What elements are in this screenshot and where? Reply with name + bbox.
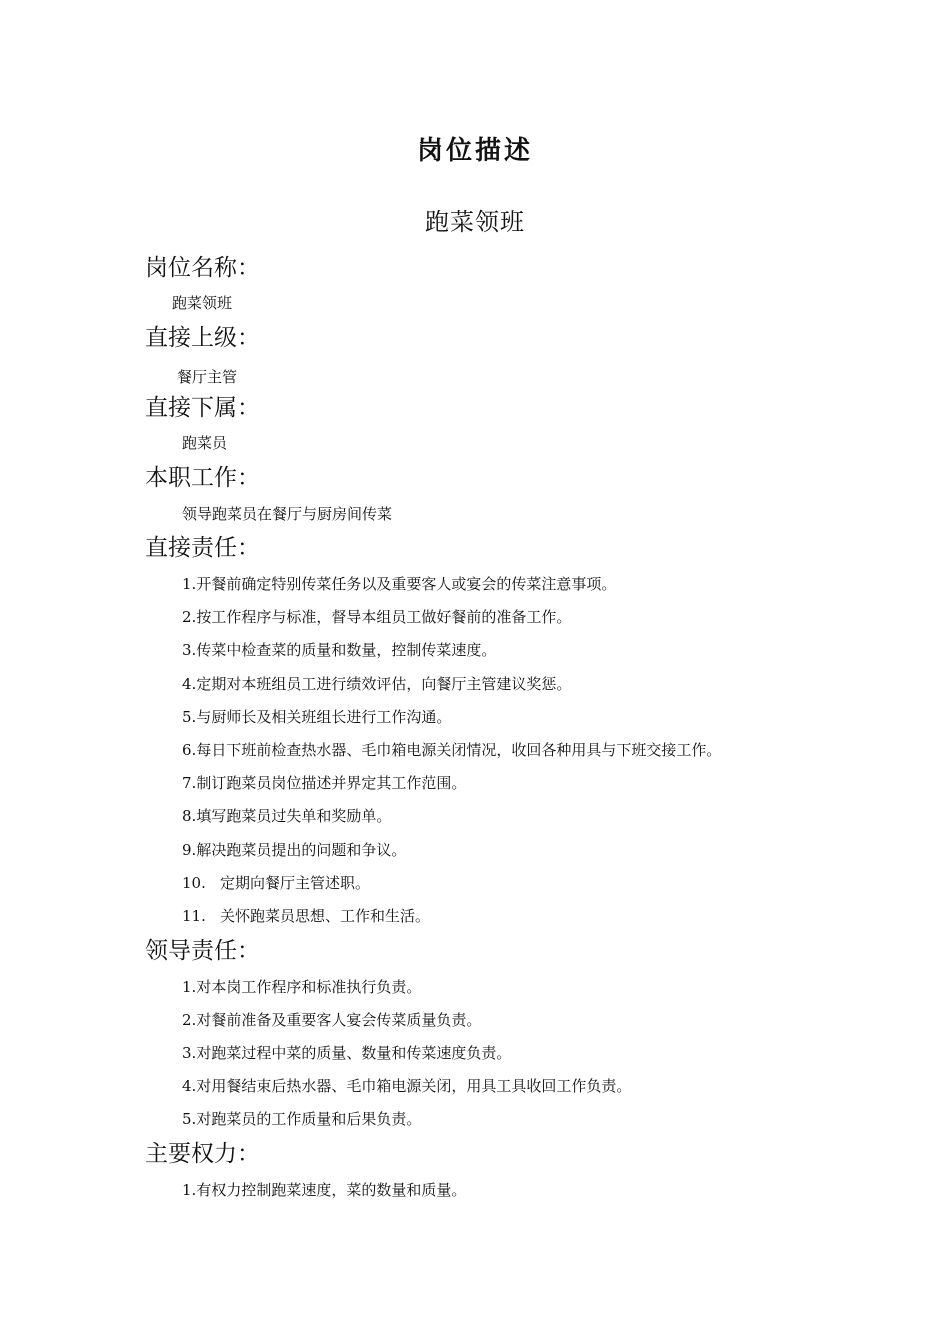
- list-item: [182, 1109, 421, 1129]
- list-item-number: 4.: [182, 1077, 197, 1095]
- section-heading-direct-superior: 直接上级：: [145, 325, 260, 351]
- list-item: [182, 1180, 466, 1200]
- list-item-text: 对用餐结束后热水器、毛巾箱电源关闭，用具工具收回工作负责。: [196, 1077, 632, 1095]
- list-item: [182, 873, 370, 893]
- list-item-text: 对跑菜过程中菜的质量、数量和传菜速度负责。: [196, 1044, 512, 1062]
- section-heading-leadership-responsibility: 领导责任：: [145, 938, 260, 964]
- list-item-number: 1.: [182, 575, 197, 593]
- list-item-text: 对本岗工作程序和标准执行负责。: [196, 978, 422, 996]
- list-item: [182, 1010, 481, 1030]
- section-heading-position-name: 岗位名称：: [145, 255, 260, 281]
- list-item-number: 11.: [182, 907, 206, 925]
- list-item-text: 按工作程序与标准，督导本组员工做好餐前的准备工作。: [196, 608, 572, 626]
- section-heading-job-duty: 本职工作：: [145, 465, 260, 491]
- list-item-text: 定期对本班组员工进行绩效评估，向餐厅主管建议奖惩。: [196, 675, 572, 693]
- document-subtitle: 跑菜领班: [425, 208, 525, 236]
- job-duty-value: 领导跑菜员在餐厅与厨房间传菜: [182, 505, 393, 523]
- list-item: [182, 906, 430, 926]
- list-item: [182, 607, 571, 627]
- list-item-number: 6.: [182, 741, 197, 759]
- position-name-value: 跑菜领班: [172, 294, 233, 312]
- list-item-text: 有权力控制跑菜速度，菜的数量和质量。: [196, 1181, 467, 1199]
- list-item-number: 3.: [182, 641, 197, 659]
- list-item: [182, 1076, 631, 1096]
- section-heading-main-authority: 主要权力：: [145, 1141, 260, 1167]
- list-item-text: 开餐前确定特别传菜任务以及重要客人或宴会的传菜注意事项。: [196, 575, 617, 593]
- list-item-number: 10.: [182, 874, 206, 892]
- list-item-number: 2.: [182, 608, 197, 626]
- list-item-number: 9.: [182, 841, 197, 859]
- list-item-text: 关怀跑菜员思想、工作和生活。: [220, 907, 431, 925]
- direct-superior-value: 餐厅主管: [177, 368, 238, 386]
- list-item: [182, 740, 721, 760]
- list-item-number: 4.: [182, 675, 197, 693]
- list-item-text: 定期向餐厅主管述职。: [220, 874, 371, 892]
- list-item: [182, 977, 421, 997]
- document-title: 岗位描述: [416, 136, 533, 166]
- list-item-number: 1.: [182, 1181, 197, 1199]
- list-item-number: 2.: [182, 1011, 197, 1029]
- list-item: [182, 773, 466, 793]
- list-item: [182, 574, 616, 594]
- list-item-number: 3.: [182, 1044, 197, 1062]
- list-item: [182, 1043, 511, 1063]
- list-item-text: 制订跑菜员岗位描述并界定其工作范围。: [196, 774, 467, 792]
- list-item: [182, 707, 451, 727]
- list-item-text: 每日下班前检查热水器、毛巾箱电源关闭情况，收回各种用具与下班交接工作。: [196, 741, 722, 759]
- list-item: [182, 640, 496, 660]
- section-heading-direct-subordinate: 直接下属：: [145, 395, 260, 421]
- section-heading-direct-responsibility: 直接责任：: [145, 535, 260, 561]
- list-item-number: 1.: [182, 978, 197, 996]
- list-item: [182, 806, 391, 826]
- direct-subordinate-value: 跑菜员: [182, 434, 228, 452]
- list-item-number: 8.: [182, 807, 197, 825]
- list-item-text: 对跑菜员的工作质量和后果负责。: [196, 1110, 422, 1128]
- list-item-text: 对餐前准备及重要客人宴会传菜质量负责。: [196, 1011, 482, 1029]
- list-item-number: 7.: [182, 774, 197, 792]
- list-item-text: 解决跑菜员提出的问题和争议。: [196, 841, 407, 859]
- list-item-text: 填写跑菜员过失单和奖励单。: [196, 807, 392, 825]
- list-item: [182, 840, 406, 860]
- list-item-text: 与厨师长及相关班组长进行工作沟通。: [196, 708, 452, 726]
- list-item-number: 5.: [182, 1110, 197, 1128]
- list-item-number: 5.: [182, 708, 197, 726]
- list-item-text: 传菜中检查菜的质量和数量，控制传菜速度。: [196, 641, 497, 659]
- list-item: [182, 674, 571, 694]
